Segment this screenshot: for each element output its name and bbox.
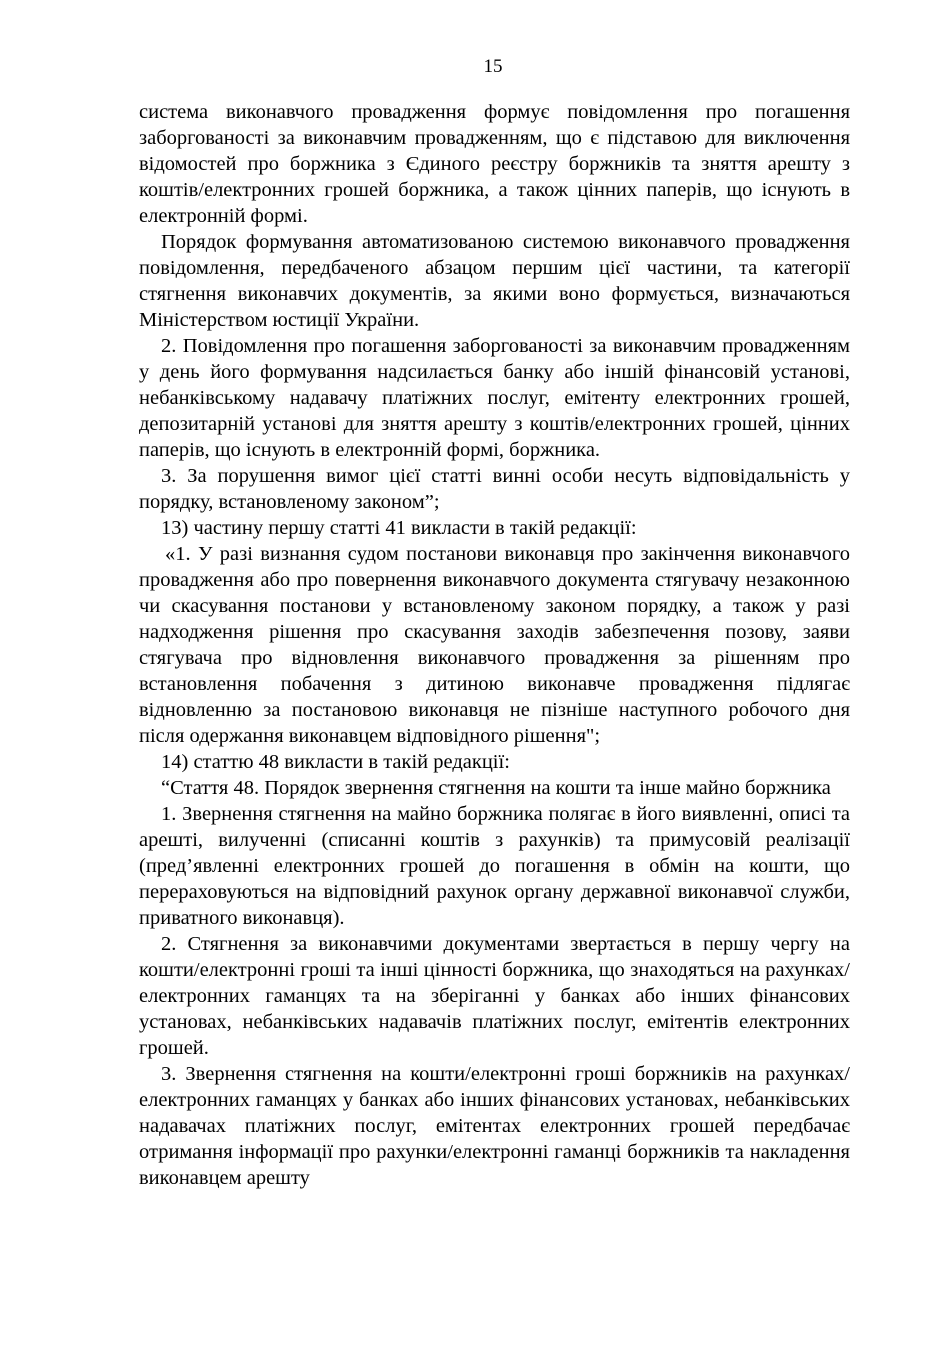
paragraph-procedure: Порядок формування автоматизованою системою виконавчого провадження повідомлення, передбаченого абзацом першим цієї частини, та категорії стягнення виконавчих документів, за якими воно формується, визначаються Міністерством юстиції України. bbox=[139, 231, 850, 331]
paragraph-article-48-item-2: 2. Стягнення за виконавчими документами звертається в першу чергу на кошти/електронні гроші та інші цінності боржника, що знаходяться на рахунках/електронних гаманцях та на зберіганні у банках або інших фінансових установах, небанківських надавачів платіжних послуг, емітентів електронних грошей. bbox=[139, 933, 850, 1059]
page-number: 15 bbox=[483, 56, 503, 77]
paragraph-article-48-item-3: 3. Звернення стягнення на кошти/електронні гроші боржників на рахунках/електронних гаманцях у банках або інших фінансових установах, небанківських надавачах платіжних послуг, емітентах електронних грошей передбачає отримання інформації про рахунки/електронні гаманці боржників та накладення виконавцем арешту bbox=[139, 1063, 850, 1189]
paragraph-amendment-14: 14) статтю 48 викласти в такій редакції: bbox=[161, 751, 510, 773]
paragraph-item-2: 2. Повідомлення про погашення заборгованості за виконавчим провадженням у день його формування надсилається банку або іншій фінансовій установі, небанківському надавачу платіжних послуг, емітенту електронних грошей, депозитарній установі для зняття арешту з коштів/електронних грошей, цінних паперів, що існують в електронній формі, боржника. bbox=[139, 335, 850, 461]
paragraph-continuation: система виконавчого провадження формує повідомлення про погашення заборгованості за виконавчим провадженням, що є підставою для виключення відомостей про боржника з Єдиного реєстру боржників та зняття арешту з коштів/електронних грошей боржника, а також цінних паперів, що існують в електронній формі. bbox=[139, 101, 850, 227]
paragraph-amendment-13: 13) частину першу статті 41 викласти в такій редакції: bbox=[161, 517, 637, 539]
paragraph-article-41-text: «1. У разі визнання судом постанови виконавця про закінчення виконавчого провадження або про повернення виконавчого документа стягувачу незаконною чи скасування постанови у встановленому законом порядку, а також у разі надходження рішення про скасування заходів забезпечення позову, заяви стягувача про відновлення виконавчого провадження за рішенням про встановлення побачення з дитиною виконавче провадження підлягає відновленню за постановою виконавця не пізніше наступного робочого дня після одержання виконавцем відповідного рішення"; bbox=[139, 543, 850, 747]
paragraph-article-48-title: “Стаття 48. Порядок звернення стягнення на кошти та інше майно боржника bbox=[161, 777, 831, 799]
document-body bbox=[139, 99, 850, 1191]
paragraph-article-48-item-1: 1. Звернення стягнення на майно боржника полягає в його виявленні, описі та арешті, вилученні (списанні коштів з рахунків) та примусовій реалізації (пред’явленні електронних грошей до погашення в обмін на кошти, що перераховуються на відповідний рахунок органу державної виконавчої служби, приватного виконавця). bbox=[139, 803, 850, 929]
paragraph-item-3: 3. За порушення вимог цієї статті винні особи несуть відповідальність у порядку, встановленому законом”; bbox=[139, 465, 850, 513]
